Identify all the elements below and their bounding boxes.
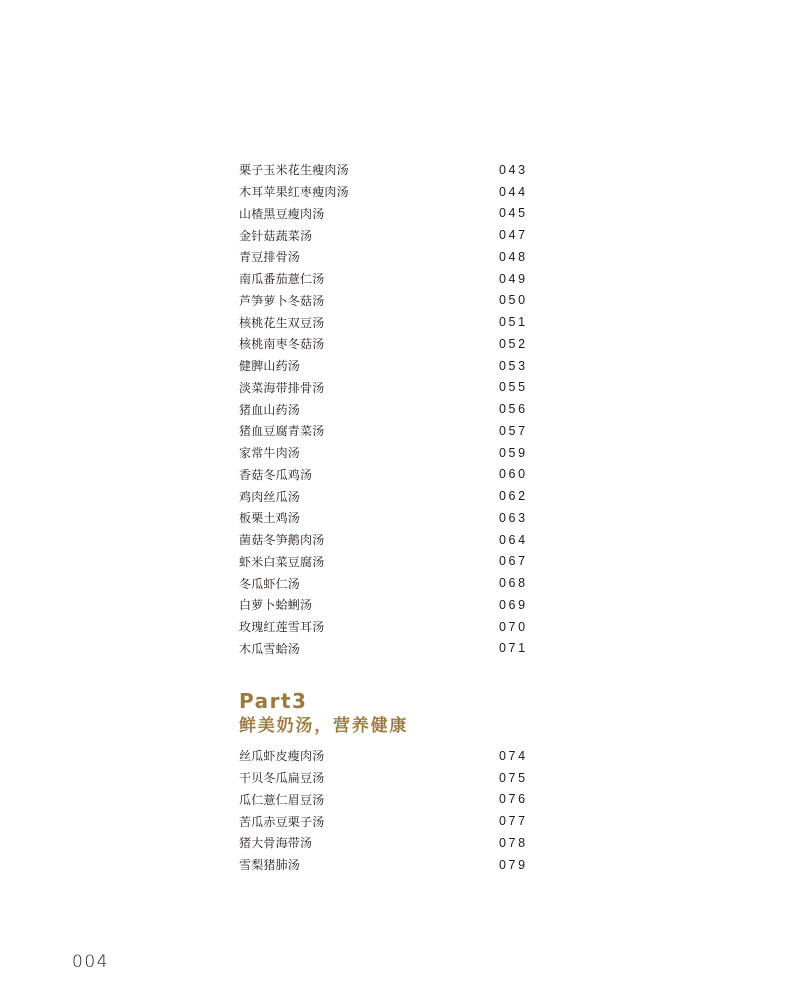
toc-entry[interactable] <box>239 854 529 876</box>
toc-entry[interactable] <box>239 464 529 486</box>
toc-entry-title: 南瓜番茄薏仁汤 <box>239 272 325 287</box>
toc-entry-title: 核桃南枣冬菇汤 <box>239 337 325 352</box>
toc-entry[interactable] <box>239 290 529 312</box>
toc-entry-page: 062 <box>499 489 528 504</box>
toc-entry-title: 青豆排骨汤 <box>239 250 301 265</box>
toc-entry[interactable] <box>239 224 529 246</box>
section-subtitle: 鲜美奶汤，营养健康 <box>239 716 409 736</box>
toc-entry-page: 056 <box>499 402 528 417</box>
toc-entry-page: 074 <box>499 748 528 763</box>
toc-entry-page: 068 <box>499 576 528 591</box>
toc-entry-page: 051 <box>499 315 528 330</box>
toc-entry[interactable] <box>239 616 529 638</box>
toc-entry[interactable] <box>239 246 529 268</box>
toc-entry-title: 猪血豆腐青菜汤 <box>239 424 325 439</box>
toc-entry-title: 木瓜雪蛤汤 <box>239 641 301 656</box>
toc-entry-page: 070 <box>499 619 528 634</box>
toc-entry-title: 虾米白菜豆腐汤 <box>239 554 325 569</box>
toc-entry-page: 075 <box>499 770 528 785</box>
toc-entry-title: 瓜仁薏仁眉豆汤 <box>239 792 325 807</box>
toc-entry-page: 053 <box>499 358 528 373</box>
toc-entry-page: 069 <box>499 597 528 612</box>
toc-entry-title: 玫瑰红莲雪耳汤 <box>239 620 325 635</box>
toc-entry[interactable] <box>239 745 529 767</box>
toc-entry[interactable] <box>239 268 529 290</box>
toc-entry[interactable] <box>239 159 529 181</box>
toc-entry-page: 045 <box>499 206 528 221</box>
toc-entry-page: 055 <box>499 380 528 395</box>
page-number: 004 <box>72 952 109 972</box>
toc-entry-page: 078 <box>499 835 528 850</box>
toc-entry-title: 山楂黑豆瘦肉汤 <box>239 206 325 221</box>
toc-entry-title: 菌菇冬笋鹅肉汤 <box>239 533 325 548</box>
toc-entry-title: 香菇冬瓜鸡汤 <box>239 467 313 482</box>
toc-entry[interactable] <box>239 485 529 507</box>
toc-entry-title: 白萝卜蛤蜊汤 <box>239 598 313 613</box>
toc-entry-title: 木耳苹果红枣瘦肉汤 <box>239 185 349 200</box>
toc-entry-page: 059 <box>499 445 528 460</box>
toc-entry-title: 猪大骨海带汤 <box>239 836 313 851</box>
toc-entry-page: 048 <box>499 249 528 264</box>
toc-entry[interactable] <box>239 442 529 464</box>
toc-entry-page: 052 <box>499 336 528 351</box>
toc-entry[interactable] <box>239 507 529 529</box>
toc-entry[interactable] <box>239 529 529 551</box>
toc-entry-title: 健脾山药汤 <box>239 359 301 374</box>
toc-entry-title: 鸡肉丝瓜汤 <box>239 489 301 504</box>
toc-entry-page: 067 <box>499 554 528 569</box>
toc-entry-title: 板栗土鸡汤 <box>239 511 301 526</box>
toc-entry[interactable] <box>239 810 529 832</box>
toc-entry-page: 050 <box>499 293 528 308</box>
toc-entry[interactable] <box>239 333 529 355</box>
toc-entry-page: 079 <box>499 857 528 872</box>
toc-entry-page: 049 <box>499 271 528 286</box>
toc-entry[interactable] <box>239 832 529 854</box>
toc-entry[interactable] <box>239 638 529 660</box>
toc-entry-page: 044 <box>499 184 528 199</box>
toc-entry[interactable] <box>239 572 529 594</box>
toc-entry-title: 芦笋萝卜冬菇汤 <box>239 293 325 308</box>
toc-entry-title: 家常牛肉汤 <box>239 446 301 461</box>
toc-entry-title: 干贝冬瓜扁豆汤 <box>239 771 325 786</box>
toc-entry-page: 071 <box>499 641 528 656</box>
toc-entry-page: 077 <box>499 814 528 829</box>
toc-entry-title: 丝瓜虾皮瘦肉汤 <box>239 749 325 764</box>
toc-entry[interactable] <box>239 594 529 616</box>
toc-entry-title: 栗子玉米花生瘦肉汤 <box>239 163 349 178</box>
toc-entry-page: 063 <box>499 510 528 525</box>
toc-entry[interactable] <box>239 203 529 225</box>
toc-entry-title: 猪血山药汤 <box>239 402 301 417</box>
toc-list-part3 <box>239 745 529 876</box>
toc-entry-page: 057 <box>499 423 528 438</box>
toc-entry-title: 淡菜海带排骨汤 <box>239 380 325 395</box>
toc-entry-page: 064 <box>499 532 528 547</box>
toc-entry-page: 047 <box>499 228 528 243</box>
toc-entry-page: 076 <box>499 792 528 807</box>
toc-entry[interactable] <box>239 311 529 333</box>
toc-entry-title: 核桃花生双豆汤 <box>239 315 325 330</box>
toc-list-part2 <box>239 159 529 659</box>
section-label: Part3 <box>239 689 308 713</box>
toc-entry[interactable] <box>239 398 529 420</box>
toc-entry-page: 060 <box>499 467 528 482</box>
toc-entry-title: 金针菇蔬菜汤 <box>239 228 313 243</box>
toc-entry[interactable] <box>239 420 529 442</box>
toc-entry-title: 冬瓜虾仁汤 <box>239 576 301 591</box>
toc-entry[interactable] <box>239 355 529 377</box>
toc-entry-page: 043 <box>499 162 528 177</box>
toc-entry-title: 雪梨猪肺汤 <box>239 858 301 873</box>
toc-entry[interactable] <box>239 181 529 203</box>
toc-entry[interactable] <box>239 377 529 399</box>
toc-entry-title: 苦瓜赤豆栗子汤 <box>239 814 325 829</box>
toc-entry[interactable] <box>239 551 529 573</box>
toc-entry[interactable] <box>239 789 529 811</box>
toc-entry[interactable] <box>239 767 529 789</box>
